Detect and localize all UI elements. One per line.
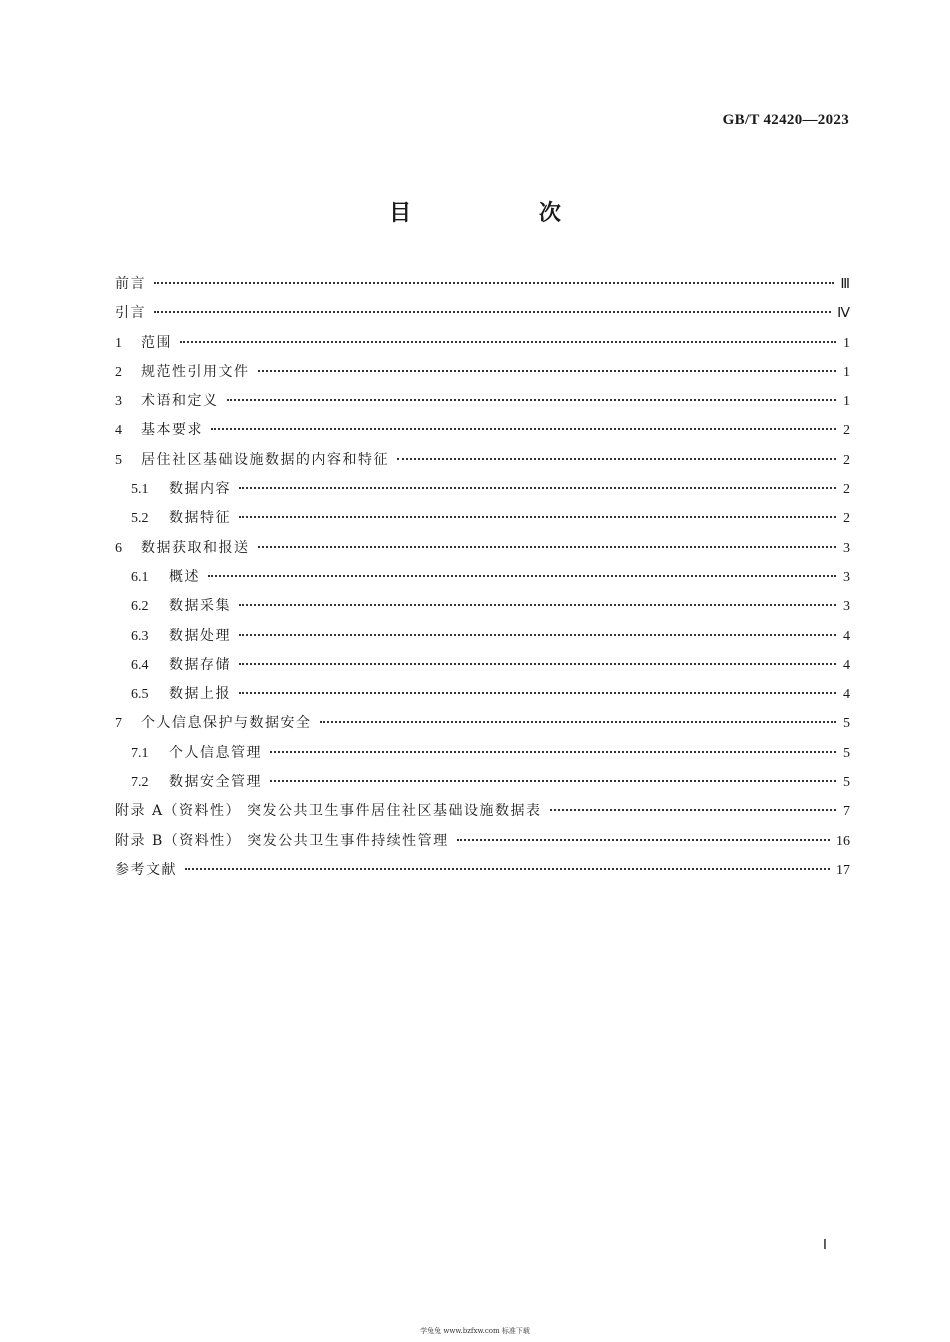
toc-entry[interactable] — [115, 768, 850, 797]
standard-code: GB/T 42420—2023 — [722, 112, 849, 128]
toc-entry[interactable] — [115, 622, 850, 651]
toc-entry-label: 前言 — [115, 276, 146, 292]
toc-dot-leader — [258, 370, 837, 372]
toc-entry[interactable] — [115, 651, 850, 680]
toc-entry-number: 6.3 — [131, 628, 149, 644]
toc-entry-label: 个人信息管理 — [169, 744, 262, 761]
toc-entry[interactable] — [115, 534, 850, 563]
toc-entry-label: 数据特征 — [169, 510, 231, 527]
toc-entry-label: 数据上报 — [169, 686, 231, 703]
toc-entry-number: 5.1 — [131, 482, 149, 498]
toc-entry-number: 6.5 — [131, 687, 149, 703]
toc-entry-page: 17 — [836, 862, 850, 878]
toc-dot-leader — [227, 399, 837, 401]
toc-entry-label: 数据采集 — [169, 598, 231, 615]
toc-entry-page: 4 — [843, 628, 850, 644]
toc-entry-number: 3 — [115, 394, 122, 410]
toc-entry[interactable] — [115, 416, 850, 445]
toc-entry-number: 2 — [115, 364, 122, 380]
toc-entry-number: 5.2 — [131, 511, 149, 527]
toc-dot-leader — [239, 516, 836, 518]
toc-dot-leader — [239, 634, 836, 636]
toc-entry[interactable] — [115, 709, 850, 738]
toc-entry-label: 数据处理 — [169, 627, 231, 644]
toc-dot-leader — [397, 458, 836, 460]
toc-dot-leader — [154, 311, 831, 313]
toc-entry-label: 附录 B（资料性） 突发公共卫生事件持续性管理 — [115, 832, 449, 849]
toc-entry-page: 5 — [843, 745, 850, 761]
toc-entry-label: 数据获取和报送 — [141, 539, 250, 556]
toc-entry-label: 个人信息保护与数据安全 — [141, 715, 312, 732]
toc-entry-label: 居住社区基础设施数据的内容和特征 — [141, 451, 389, 468]
toc-dot-leader — [457, 839, 830, 841]
toc-entry[interactable] — [115, 739, 850, 768]
toc-entry-label: 数据安全管理 — [169, 774, 262, 791]
toc-dot-leader — [239, 604, 836, 606]
toc-entry[interactable] — [115, 446, 850, 475]
toc-entry-label: 术语和定义 — [141, 393, 219, 410]
toc-dot-leader — [211, 428, 836, 430]
toc-entry[interactable] — [115, 827, 850, 856]
toc-entry-page: 2 — [843, 482, 850, 498]
toc-entry[interactable] — [115, 329, 850, 358]
toc-entry-label: 数据内容 — [169, 481, 231, 498]
toc-dot-leader — [239, 692, 836, 694]
toc-entry[interactable] — [115, 358, 850, 387]
toc-entry-page: 1 — [843, 335, 850, 351]
toc-entry[interactable] — [115, 387, 850, 416]
toc-entry[interactable] — [115, 563, 850, 592]
toc-entry-page: Ⅳ — [837, 306, 850, 322]
toc-entry-label: 参考文献 — [115, 861, 177, 878]
toc-entry[interactable] — [115, 856, 850, 885]
toc-entry[interactable] — [115, 270, 850, 299]
toc-entry-label: 引言 — [115, 305, 146, 322]
toc-entry-label: 范围 — [141, 334, 172, 351]
page-title: 目 次 — [389, 201, 621, 226]
toc-entry-number: 4 — [115, 423, 122, 439]
toc-dot-leader — [258, 546, 837, 548]
toc-entry-page: 1 — [843, 364, 850, 380]
toc-entry[interactable] — [115, 797, 850, 826]
toc-entry-page: Ⅲ — [840, 277, 850, 292]
toc-entry-number: 6.1 — [131, 569, 149, 585]
toc-dot-leader — [239, 663, 836, 665]
toc-entry-page: 3 — [843, 569, 850, 585]
toc-entry-number: 6 — [115, 540, 122, 556]
toc-dot-leader — [270, 751, 836, 753]
table-of-contents — [115, 270, 850, 885]
footer-watermark: 学兔兔 www.bzfxw.com 标准下载 — [420, 1327, 530, 1335]
toc-entry-page: 5 — [843, 716, 850, 732]
toc-dot-leader — [185, 868, 830, 870]
toc-entry-page: 4 — [843, 657, 850, 673]
toc-entry-page: 2 — [843, 452, 850, 468]
toc-entry-page: 7 — [843, 804, 850, 820]
toc-dot-leader — [208, 575, 836, 577]
toc-dot-leader — [180, 341, 836, 343]
toc-dot-leader — [550, 809, 836, 811]
toc-entry-label: 附录 A（资料性） 突发公共卫生事件居住社区基础设施数据表 — [115, 803, 542, 820]
toc-entry-page: 3 — [843, 599, 850, 615]
toc-entry[interactable] — [115, 680, 850, 709]
toc-entry-page: 2 — [843, 423, 850, 439]
page-number: Ⅰ — [822, 1238, 827, 1253]
toc-entry[interactable] — [115, 504, 850, 533]
toc-dot-leader — [270, 780, 836, 782]
toc-dot-leader — [154, 282, 834, 284]
toc-entry-number: 7.1 — [131, 745, 149, 761]
toc-dot-leader — [320, 721, 837, 723]
toc-entry[interactable] — [115, 299, 850, 328]
toc-entry[interactable] — [115, 475, 850, 504]
toc-entry-label: 规范性引用文件 — [141, 363, 250, 380]
toc-entry-page: 5 — [843, 775, 850, 791]
toc-entry-label: 基本要求 — [141, 422, 203, 439]
toc-entry-page: 1 — [843, 394, 850, 410]
toc-entry-label: 数据存储 — [169, 656, 231, 673]
toc-entry-number: 6.2 — [131, 599, 149, 615]
toc-entry-page: 16 — [836, 833, 850, 849]
toc-entry-number: 6.4 — [131, 657, 149, 673]
toc-entry-number: 1 — [115, 335, 122, 351]
toc-entry-page: 4 — [843, 687, 850, 703]
toc-entry[interactable] — [115, 592, 850, 621]
toc-entry-page: 3 — [843, 540, 850, 556]
toc-entry-page: 2 — [843, 511, 850, 527]
toc-dot-leader — [239, 487, 836, 489]
toc-entry-number: 7.2 — [131, 775, 149, 791]
toc-entry-number: 7 — [115, 716, 122, 732]
toc-entry-label: 概述 — [169, 568, 200, 585]
toc-entry-number: 5 — [115, 452, 122, 468]
